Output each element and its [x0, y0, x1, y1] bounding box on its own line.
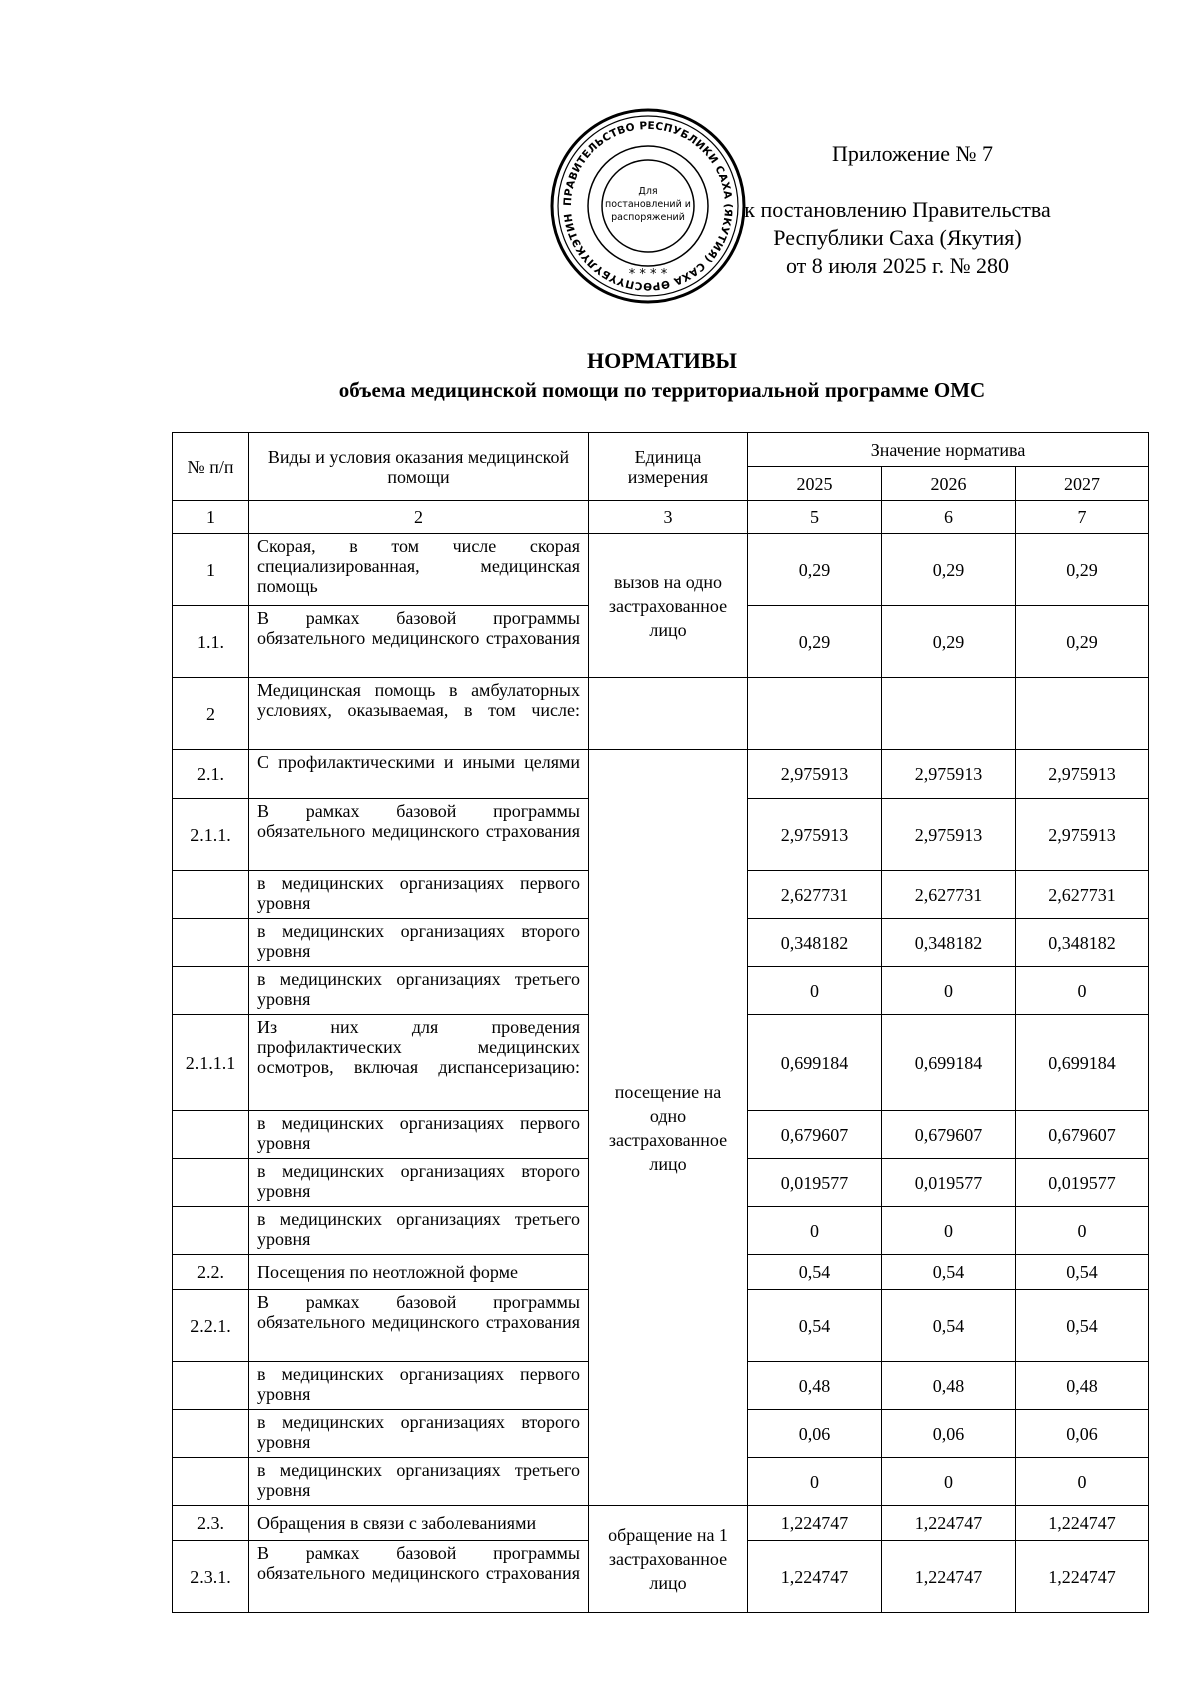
row-num: 2.3. — [173, 1506, 249, 1541]
row-value-2025: 0,48 — [748, 1362, 882, 1410]
row-value-2026: 0,29 — [882, 534, 1016, 606]
table-row — [173, 534, 1149, 606]
row-value-2027: 0,29 — [1016, 534, 1149, 606]
row-name: Посещения по неотложной форме — [249, 1255, 589, 1290]
row-value-2027: 1,224747 — [1016, 1541, 1149, 1613]
row-name: В рамках базовой программы обязательного медицинского страхования — [249, 799, 589, 871]
row-value-2027: 0,54 — [1016, 1255, 1149, 1290]
row-num: 2.1. — [173, 750, 249, 799]
row-value-2026: 0,54 — [882, 1290, 1016, 1362]
norms-table — [172, 432, 1149, 1613]
row-name: в медицинских организациях первого уровня — [249, 1111, 589, 1159]
unit-appeal: обращение на 1 застрахованное лицо — [589, 1506, 748, 1613]
official-seal — [548, 106, 748, 306]
row-num: 2 — [173, 678, 249, 750]
table-row — [173, 1506, 1149, 1541]
row-name: Медицинская помощь в амбулаторных условиях, оказываемая, в том числе: — [249, 678, 589, 750]
column-number: 7 — [1016, 501, 1149, 534]
row-value-2026 — [882, 678, 1016, 750]
row-value-2025: 0,679607 — [748, 1111, 882, 1159]
row-num: 2.1.1. — [173, 799, 249, 871]
row-num — [173, 1458, 249, 1506]
row-value-2025: 2,975913 — [748, 750, 882, 799]
row-value-2026: 0,348182 — [882, 919, 1016, 967]
row-num — [173, 1111, 249, 1159]
seal-center-line-1: Для — [638, 186, 658, 197]
row-num — [173, 967, 249, 1015]
row-value-2025: 0,54 — [748, 1290, 882, 1362]
page-subtitle: объема медицинской помощи по территориальной программе ОМС — [338, 378, 986, 402]
row-value-2025: 0 — [748, 1458, 882, 1506]
seal-outer-text: ПРАВИТЕЛЬСТВО РЕСПУБЛИКИ САХА (ЯКУТИЯ) САХА ӨРӨСПҮҮБҮЛҮКЭТИН — [561, 119, 735, 293]
header-value: Значение норматива — [748, 433, 1149, 467]
row-num: 2.3.1. — [173, 1541, 249, 1613]
row-value-2026: 2,975913 — [882, 750, 1016, 799]
row-value-2025: 2,627731 — [748, 871, 882, 919]
row-value-2027: 0,679607 — [1016, 1111, 1149, 1159]
row-value-2025: 0,699184 — [748, 1015, 882, 1111]
row-value-2026: 0,48 — [882, 1362, 1016, 1410]
appendix-number: Приложение № 7 — [831, 141, 994, 166]
page-title: НОРМАТИВЫ — [586, 348, 738, 373]
row-num — [173, 1207, 249, 1255]
row-value-2025: 0 — [748, 967, 882, 1015]
header-row — [173, 433, 1149, 467]
row-name: В рамках базовой программы обязательного медицинского страхования — [249, 1541, 589, 1613]
row-value-2025: 0,019577 — [748, 1159, 882, 1207]
row-num — [173, 919, 249, 967]
appendix-block — [720, 140, 1075, 280]
unit-visit: посещение на одно застрахованное лицо — [589, 750, 748, 1506]
row-value-2026: 1,224747 — [882, 1506, 1016, 1541]
row-value-2025: 0,54 — [748, 1255, 882, 1290]
row-value-2027: 2,627731 — [1016, 871, 1149, 919]
row-name: в медицинских организациях второго уровня — [249, 1159, 589, 1207]
appendix-line-2: Республики Саха (Якутия) — [773, 225, 1022, 250]
row-value-2026: 0,29 — [882, 606, 1016, 678]
row-value-2027: 0,06 — [1016, 1410, 1149, 1458]
row-name: С профилактическими и иными целями — [249, 750, 589, 799]
table-row — [173, 750, 1149, 799]
row-value-2026: 0 — [882, 1458, 1016, 1506]
row-num — [173, 1159, 249, 1207]
header-unit: Единица измерения — [589, 433, 748, 501]
row-name: в медицинских организациях второго уровня — [249, 919, 589, 967]
row-value-2027: 2,975913 — [1016, 750, 1149, 799]
row-num: 2.1.1.1 — [173, 1015, 249, 1111]
row-value-2026: 0,679607 — [882, 1111, 1016, 1159]
appendix-line-1: к постановлению Правительства — [744, 197, 1051, 222]
row-name: в медицинских организациях первого уровня — [249, 871, 589, 919]
header-year: 2027 — [1016, 467, 1149, 501]
row-name: в медицинских организациях второго уровня — [249, 1410, 589, 1458]
header-year: 2026 — [882, 467, 1016, 501]
row-value-2026: 0,019577 — [882, 1159, 1016, 1207]
row-name: в медицинских организациях третьего уровня — [249, 967, 589, 1015]
row-value-2026: 0,06 — [882, 1410, 1016, 1458]
row-num — [173, 1410, 249, 1458]
row-value-2025: 1,224747 — [748, 1541, 882, 1613]
appendix-line-3: от 8 июля 2025 г. № 280 — [785, 253, 1010, 278]
row-value-2027: 0,348182 — [1016, 919, 1149, 967]
seal-stars: * * * * — [628, 267, 668, 282]
header-num: № п/п — [173, 433, 249, 501]
row-value-2025 — [748, 678, 882, 750]
row-value-2025: 1,224747 — [748, 1506, 882, 1541]
header-type: Виды и условия оказания медицинской помощи — [249, 433, 589, 501]
row-value-2026: 2,627731 — [882, 871, 1016, 919]
row-value-2027: 0,29 — [1016, 606, 1149, 678]
column-number: 5 — [748, 501, 882, 534]
row-value-2027: 0 — [1016, 1207, 1149, 1255]
row-value-2027: 0,019577 — [1016, 1159, 1149, 1207]
row-value-2026: 2,975913 — [882, 799, 1016, 871]
row-value-2027: 1,224747 — [1016, 1506, 1149, 1541]
row-name: в медицинских организациях первого уровня — [249, 1362, 589, 1410]
row-name: Из них для проведения профилактических медицинских осмотров, включая диспансеризацию: — [249, 1015, 589, 1111]
row-num — [173, 871, 249, 919]
row-unit-empty — [589, 678, 748, 750]
column-number: 6 — [882, 501, 1016, 534]
row-name: Обращения в связи с заболеваниями — [249, 1506, 589, 1541]
row-num: 1 — [173, 534, 249, 606]
row-name: Скорая, в том числе скорая специализированная, медицинская помощь — [249, 534, 589, 606]
column-numbers-row — [173, 501, 1149, 534]
row-value-2025: 2,975913 — [748, 799, 882, 871]
row-value-2026: 0,699184 — [882, 1015, 1016, 1111]
row-value-2025: 0,06 — [748, 1410, 882, 1458]
seal-center-line-3: распоряжений — [611, 212, 685, 223]
row-value-2025: 0 — [748, 1207, 882, 1255]
row-value-2027: 2,975913 — [1016, 799, 1149, 871]
row-name: в медицинских организациях третьего уровня — [249, 1458, 589, 1506]
row-value-2027: 0,54 — [1016, 1290, 1149, 1362]
column-number: 3 — [589, 501, 748, 534]
unit-call: вызов на одно застрахованное лицо — [589, 534, 748, 678]
row-value-2026: 1,224747 — [882, 1541, 1016, 1613]
row-num: 2.2.1. — [173, 1290, 249, 1362]
row-value-2027: 0,48 — [1016, 1362, 1149, 1410]
row-value-2027: 0 — [1016, 967, 1149, 1015]
row-value-2025: 0,348182 — [748, 919, 882, 967]
row-value-2027: 0,699184 — [1016, 1015, 1149, 1111]
row-num — [173, 1362, 249, 1410]
row-name: В рамках базовой программы обязательного медицинского страхования — [249, 1290, 589, 1362]
row-value-2026: 0,54 — [882, 1255, 1016, 1290]
column-number: 1 — [173, 501, 249, 534]
row-value-2026: 0 — [882, 967, 1016, 1015]
row-num: 2.2. — [173, 1255, 249, 1290]
row-value-2025: 0,29 — [748, 534, 882, 606]
column-number: 2 — [249, 501, 589, 534]
seal-center-line-2: постановлений и — [605, 199, 691, 210]
row-value-2026: 0 — [882, 1207, 1016, 1255]
row-name: в медицинских организациях третьего уровня — [249, 1207, 589, 1255]
row-value-2027: 0 — [1016, 1458, 1149, 1506]
row-value-2025: 0,29 — [748, 606, 882, 678]
row-value-2027 — [1016, 678, 1149, 750]
row-name: В рамках базовой программы обязательного медицинского страхования — [249, 606, 589, 678]
table-row — [173, 678, 1149, 750]
row-num: 1.1. — [173, 606, 249, 678]
header-year: 2025 — [748, 467, 882, 501]
